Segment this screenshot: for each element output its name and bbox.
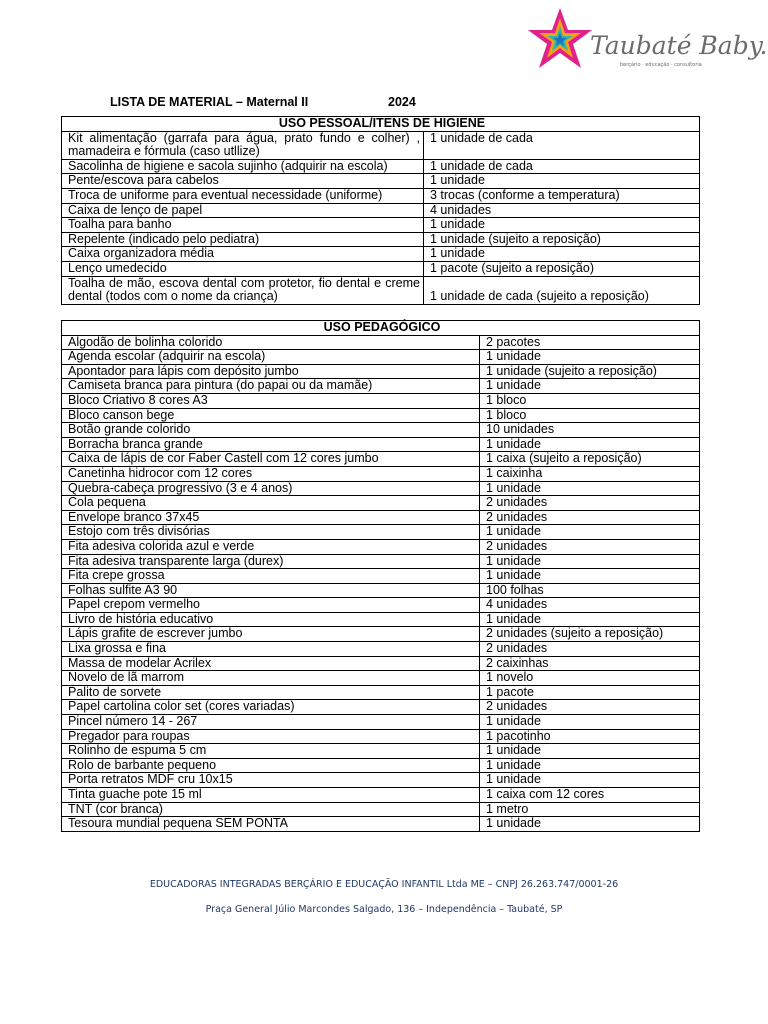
hygiene-table (61, 116, 700, 305)
table-row (62, 525, 700, 540)
quantity-cell: 1 bloco (480, 393, 700, 408)
table-row (62, 350, 700, 365)
quantity-cell: 1 unidade (480, 379, 700, 394)
table-row (62, 437, 700, 452)
star-logo-icon (526, 6, 768, 82)
table-row (62, 247, 700, 262)
item-cell: Cola pequena (62, 496, 480, 511)
item-cell: TNT (cor branca) (62, 802, 480, 817)
item-cell: Repelente (indicado pelo pediatra) (62, 232, 424, 247)
table-row (62, 203, 700, 218)
item-cell: Papel crepom vermelho (62, 598, 480, 613)
table-row (62, 773, 700, 788)
quantity-cell: 1 caixinha (480, 466, 700, 481)
quantity-cell: 1 pacotinho (480, 729, 700, 744)
table-row (62, 218, 700, 233)
quantity-cell: 4 unidades (424, 203, 700, 218)
table-row (62, 802, 700, 817)
item-cell: Lápis grafite de escrever jumbo (62, 627, 480, 642)
quantity-cell: 1 unidade (480, 758, 700, 773)
quantity-cell: 2 unidades (480, 539, 700, 554)
brand-name: Taubaté Baby. (590, 31, 768, 60)
quantity-cell: 1 novelo (480, 671, 700, 686)
footer-address: Praça General Júlio Marcondes Salgado, 136 – Independência – Taubaté, SP (205, 904, 563, 915)
item-cell: Tinta guache pote 15 ml (62, 788, 480, 803)
quantity-cell: 100 folhas (480, 583, 700, 598)
item-cell: Fita adesiva colorida azul e verde (62, 539, 480, 554)
table-row (62, 758, 700, 773)
item-cell: Toalha de mão, escova dental com protetor, fio dental e creme dental (todos com o nome da criança) (62, 276, 424, 304)
quantity-cell: 1 unidade de cada (424, 131, 700, 159)
table-row (62, 788, 700, 803)
item-cell: Agenda escolar (adquirir na escola) (62, 350, 480, 365)
quantity-cell: 1 unidade de cada (sujeito a reposição) (424, 276, 700, 304)
quantity-cell: 1 unidade (480, 350, 700, 365)
item-cell: Livro de história educativo (62, 612, 480, 627)
table-row (62, 393, 700, 408)
quantity-cell: 1 unidade (480, 437, 700, 452)
quantity-cell: 3 trocas (conforme a temperatura) (424, 188, 700, 203)
table-row (62, 232, 700, 247)
title-text: LISTA DE MATERIAL – Maternal II (110, 95, 309, 109)
table-row (62, 174, 700, 189)
brand-tagline: berçário · educação · consultoria (620, 62, 702, 68)
item-cell: Caixa de lápis de cor Faber Castell com 12 cores jumbo (62, 452, 480, 467)
item-cell: Apontador para lápis com depósito jumbo (62, 364, 480, 379)
quantity-cell: 1 unidade (424, 174, 700, 189)
table-row (62, 627, 700, 642)
table-row (62, 598, 700, 613)
quantity-cell: 2 unidades (sujeito a reposição) (480, 627, 700, 642)
item-cell: Algodão de bolinha colorido (62, 335, 480, 350)
item-cell: Bloco Criativo 8 cores A3 (62, 393, 480, 408)
table-row (62, 715, 700, 730)
table-row (62, 729, 700, 744)
table-row (62, 656, 700, 671)
quantity-cell: 1 unidade (480, 773, 700, 788)
table-row (62, 276, 700, 304)
quantity-cell: 2 unidades (480, 496, 700, 511)
table-row (62, 642, 700, 657)
document-title (110, 95, 416, 109)
table-row (62, 569, 700, 584)
table-row (62, 379, 700, 394)
item-cell: Sacolinha de higiene e sacola sujinho (adquirir na escola) (62, 159, 424, 174)
quantity-cell: 10 unidades (480, 423, 700, 438)
table-row (62, 188, 700, 203)
quantity-cell: 1 bloco (480, 408, 700, 423)
table-row (62, 452, 700, 467)
quantity-cell: 1 pacote (480, 685, 700, 700)
quantity-cell: 1 unidade de cada (424, 159, 700, 174)
item-cell: Fita adesiva transparente larga (durex) (62, 554, 480, 569)
item-cell: Botão grande colorido (62, 423, 480, 438)
quantity-cell: 1 unidade (424, 247, 700, 262)
table-row (62, 817, 700, 832)
item-cell: Tesoura mundial pequena SEM PONTA (62, 817, 480, 832)
table-row (62, 481, 700, 496)
quantity-cell: 1 unidade (480, 817, 700, 832)
quantity-cell: 2 unidades (480, 700, 700, 715)
quantity-cell: 1 unidade (480, 612, 700, 627)
quantity-cell: 1 pacote (sujeito a reposição) (424, 261, 700, 276)
item-cell: Troca de uniforme para eventual necessidade (uniforme) (62, 188, 424, 203)
quantity-cell: 2 pacotes (480, 335, 700, 350)
item-cell: Caixa de lenço de papel (62, 203, 424, 218)
item-cell: Canetinha hidrocor com 12 cores (62, 466, 480, 481)
table-row (62, 261, 700, 276)
footer-company: EDUCADORAS INTEGRADAS BERÇÁRIO E EDUCAÇÃO INFANTIL Ltda ME – CNPJ 26.263.747/0001-26 (149, 879, 619, 890)
quantity-cell: 2 unidades (480, 510, 700, 525)
quantity-cell: 4 unidades (480, 598, 700, 613)
item-cell: Rolinho de espuma 5 cm (62, 744, 480, 759)
item-cell: Quebra-cabeça progressivo (3 e 4 anos) (62, 481, 480, 496)
item-cell: Camiseta branca para pintura (do papai ou da mamãe) (62, 379, 480, 394)
table-row (62, 583, 700, 598)
brand-logo (526, 6, 768, 82)
quantity-cell: 2 unidades (480, 642, 700, 657)
table-row (62, 466, 700, 481)
item-cell: Lenço umedecido (62, 261, 424, 276)
pedagogic-heading: USO PEDAGÓGICO (62, 321, 700, 336)
item-cell: Fita crepe grossa (62, 569, 480, 584)
item-cell: Papel cartolina color set (cores variadas) (62, 700, 480, 715)
table-row (62, 364, 700, 379)
quantity-cell: 1 unidade (480, 744, 700, 759)
title-year: 2024 (388, 95, 416, 109)
item-cell: Estojo com três divisórias (62, 525, 480, 540)
item-cell: Toalha para banho (62, 218, 424, 233)
table-row (62, 685, 700, 700)
item-cell: Lixa grossa e fina (62, 642, 480, 657)
item-cell: Envelope branco 37x45 (62, 510, 480, 525)
quantity-cell: 1 unidade (480, 569, 700, 584)
item-cell: Pente/escova para cabelos (62, 174, 424, 189)
quantity-cell: 2 caixinhas (480, 656, 700, 671)
table-row (62, 554, 700, 569)
quantity-cell: 1 metro (480, 802, 700, 817)
table-row (62, 700, 700, 715)
quantity-cell: 1 unidade (480, 525, 700, 540)
quantity-cell: 1 unidade (sujeito a reposição) (480, 364, 700, 379)
table-row (62, 423, 700, 438)
table-row (62, 408, 700, 423)
item-cell: Palito de sorvete (62, 685, 480, 700)
pedagogic-table (61, 320, 700, 832)
item-cell: Caixa organizadora média (62, 247, 424, 262)
item-cell: Bloco canson bege (62, 408, 480, 423)
table-row (62, 510, 700, 525)
quantity-cell: 1 caixa (sujeito a reposição) (480, 452, 700, 467)
hygiene-heading: USO PESSOAL/ITENS DE HIGIENE (62, 117, 700, 132)
table-row (62, 612, 700, 627)
quantity-cell: 1 unidade (480, 481, 700, 496)
item-cell: Folhas sulfite A3 90 (62, 583, 480, 598)
table-row (62, 671, 700, 686)
item-cell: Pincel número 14 - 267 (62, 715, 480, 730)
item-cell: Porta retratos MDF cru 10x15 (62, 773, 480, 788)
table-row (62, 335, 700, 350)
item-cell: Borracha branca grande (62, 437, 480, 452)
quantity-cell: 1 unidade (sujeito a reposição) (424, 232, 700, 247)
item-cell: Pregador para roupas (62, 729, 480, 744)
item-cell: Novelo de lã marrom (62, 671, 480, 686)
item-cell: Massa de modelar Acrilex (62, 656, 480, 671)
table-row (62, 744, 700, 759)
quantity-cell: 1 caixa com 12 cores (480, 788, 700, 803)
table-row (62, 131, 700, 159)
table-row (62, 539, 700, 554)
quantity-cell: 1 unidade (424, 218, 700, 233)
table-row (62, 496, 700, 511)
item-cell: Kit alimentação (garrafa para água, prato fundo e colher) , mamadeira e fórmula (caso utllize) (62, 131, 424, 159)
table-row (62, 159, 700, 174)
item-cell: Rolo de barbante pequeno (62, 758, 480, 773)
quantity-cell: 1 unidade (480, 554, 700, 569)
quantity-cell: 1 unidade (480, 715, 700, 730)
